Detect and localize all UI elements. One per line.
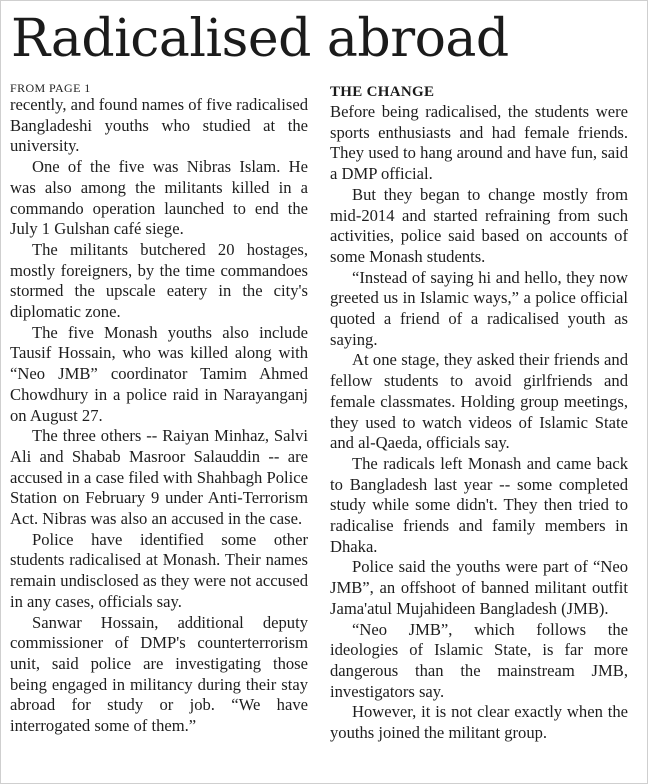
paragraph: “Neo JMB”, which follows the ideologies of Islamic State, is far more dangerous than the mainstream JMB, investigators say. — [330, 619, 628, 701]
paragraph: Sanwar Hossain, additional deputy commissioner of DMP's counterterrorism unit, said police are investigating those being engaged in militancy during their stay abroad for study or job. “We have interrogated some of them.” — [10, 612, 308, 736]
continuation-label: FROM PAGE 1 — [10, 81, 91, 95]
paragraph: But they began to change mostly from mid-2014 and started refraining from such activities, police said based on accounts of some Monash students. — [330, 184, 628, 266]
paragraph: One of the five was Nibras Islam. He was also among the militants killed in a commando operation launched to end the July 1 Gulshan café siege. — [10, 157, 308, 239]
paragraph: The militants butchered 20 hostages, mostly foreigners, by the time commandoes stormed the upscale eatery in the city's diplomatic zone. — [10, 239, 308, 322]
paragraph: The radicals left Monash and came back to Bangladesh last year -- some completed study while some didn't. They then tried to radicalise friends and family members in Dhaka. — [330, 453, 628, 556]
paragraph: Police have identified some other students radicalised at Monash. Their names remain undisclosed as they were not accused in any cases, officials say. — [10, 529, 308, 611]
paragraph: recently, and found names of five radicalised Bangladeshi youths who studied at the university. — [10, 95, 308, 156]
left-column — [10, 81, 308, 737]
paragraph: The three others -- Raiyan Minhaz, Salvi Ali and Shabab Masroor Salauddin -- are accused in a case filed with Shahbagh Police Station on February 9 under Anti-Terrorism Act. Nibras was also an accused in the case. — [10, 426, 308, 529]
headline: Radicalised abroad — [11, 9, 509, 69]
section-heading: THE CHANGE — [330, 84, 435, 100]
paragraph: “Instead of saying hi and hello, they now greeted us in Islamic ways,” a police official quoted a friend of a radicalised youth as saying. — [330, 267, 628, 349]
paragraph: However, it is not clear exactly when the youths joined the militant group. — [330, 702, 628, 743]
paragraph: Police said the youths were part of “Neo JMB”, an offshoot of banned militant outfit Jama'atul Mujahideen Bangladesh (JMB). — [330, 557, 628, 618]
paragraph: Before being radicalised, the students were sports enthusiasts and had female friends. They used to hang around and have fun, said a DMP official. — [330, 102, 628, 184]
paragraph: At one stage, they asked their friends and fellow students to avoid girlfriends and female classmates. Holding group meetings, they used to watch videos of Islamic State and al-Qaeda, officials say. — [330, 350, 628, 453]
right-column — [330, 81, 628, 744]
paragraph: The five Monash youths also include Tausif Hossain, who was killed along with “Neo JMB” coordinator Tamim Ahmed Chowdhury in a police raid in Narayanganj on August 27. — [10, 322, 308, 425]
